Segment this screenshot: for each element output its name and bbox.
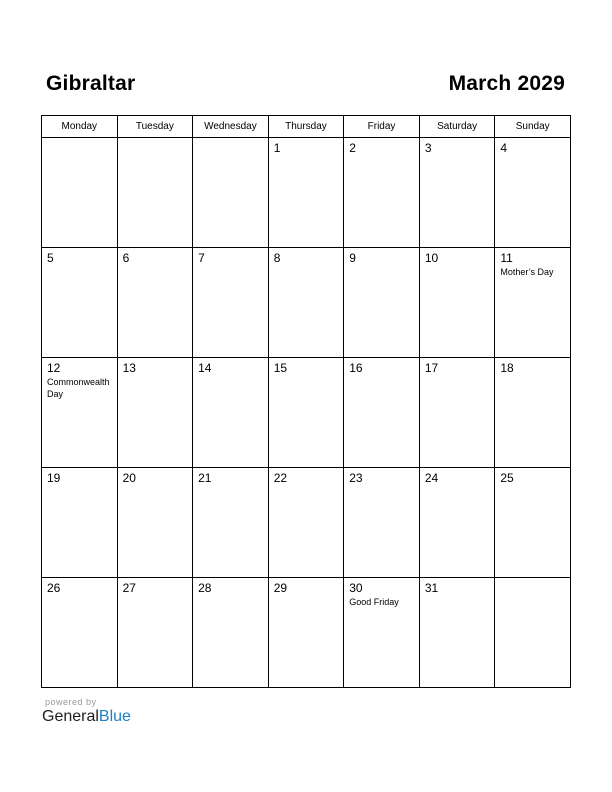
day-number: 8 <box>273 251 281 265</box>
day-number: 29 <box>273 581 288 595</box>
weekday-header: Friday <box>344 116 420 138</box>
week-row <box>42 578 571 688</box>
day-cell <box>419 138 495 248</box>
day-cell <box>193 138 269 248</box>
day-cell <box>268 248 344 358</box>
day-number: 10 <box>424 251 439 265</box>
day-number: 2 <box>349 141 356 155</box>
day-number: 13 <box>122 361 136 375</box>
day-cell <box>42 248 118 358</box>
weekday-header: Tuesday <box>117 116 193 138</box>
day-number: 17 <box>424 361 439 375</box>
day-cell <box>495 468 571 578</box>
holiday-label: Commonwealth Day <box>47 377 110 399</box>
day-cell <box>117 138 193 248</box>
weekday-header: Wednesday <box>193 116 269 138</box>
day-number: 15 <box>273 361 288 375</box>
day-cell <box>419 468 495 578</box>
day-cell <box>117 578 193 688</box>
day-number: 31 <box>424 581 439 595</box>
day-number: 19 <box>47 471 61 485</box>
day-number: 23 <box>349 471 363 485</box>
day-cell <box>495 248 571 358</box>
day-number: 18 <box>500 361 514 375</box>
week-row <box>42 138 571 248</box>
holiday-label: Mother’s Day <box>500 267 554 277</box>
day-cell <box>344 358 420 468</box>
day-cell <box>117 248 193 358</box>
day-cell <box>42 468 118 578</box>
day-number: 28 <box>198 581 212 595</box>
day-cell <box>268 468 344 578</box>
day-number: 12 <box>47 361 61 375</box>
day-cell <box>344 138 420 248</box>
day-cell <box>495 358 571 468</box>
day-number: 7 <box>198 251 205 265</box>
weekday-header: Monday <box>42 116 118 138</box>
day-cell <box>117 358 193 468</box>
day-number: 24 <box>424 471 439 485</box>
weekday-header: Saturday <box>419 116 495 138</box>
day-cell <box>419 578 495 688</box>
calendar-country-title: Gibraltar <box>46 72 136 95</box>
day-cell <box>344 468 420 578</box>
day-cell <box>495 578 571 688</box>
day-cell <box>268 358 344 468</box>
holiday-label: Good Friday <box>349 597 399 607</box>
powered-by-text: powered by <box>45 697 97 707</box>
day-cell <box>268 138 344 248</box>
day-number: 22 <box>273 471 288 485</box>
day-cell <box>419 248 495 358</box>
day-number: 9 <box>349 251 356 265</box>
day-number: 30 <box>349 581 363 595</box>
calendar-grid <box>41 115 571 688</box>
day-cell <box>42 578 118 688</box>
weekday-header-row <box>42 116 571 138</box>
day-cell <box>193 468 269 578</box>
day-number: 3 <box>424 141 432 155</box>
day-number: 4 <box>500 141 508 155</box>
day-number: 6 <box>122 251 130 265</box>
brand-blue-text: Blue <box>98 708 131 725</box>
day-cell <box>344 578 420 688</box>
calendar-month-title: March 2029 <box>448 72 565 95</box>
generalblue-logo[interactable] <box>42 708 131 726</box>
day-cell <box>42 138 118 248</box>
day-cell <box>193 358 269 468</box>
day-number: 11 <box>500 251 513 265</box>
weekday-header: Thursday <box>268 116 344 138</box>
day-number: 25 <box>500 471 514 485</box>
day-cell <box>419 358 495 468</box>
day-number: 14 <box>198 361 212 375</box>
day-cell <box>42 358 118 468</box>
day-number: 27 <box>122 581 136 595</box>
day-number: 1 <box>273 141 281 155</box>
day-number: 26 <box>47 581 61 595</box>
day-cell <box>495 138 571 248</box>
day-number: 21 <box>198 471 212 485</box>
week-row <box>42 468 571 578</box>
day-number: 5 <box>47 251 54 265</box>
day-cell <box>117 468 193 578</box>
week-row <box>42 248 571 358</box>
day-number: 16 <box>349 361 363 375</box>
day-cell <box>193 578 269 688</box>
week-row <box>42 358 571 468</box>
day-cell <box>193 248 269 358</box>
brand-general-text: General <box>42 708 99 725</box>
day-number: 20 <box>122 471 136 485</box>
weekday-header: Sunday <box>495 116 571 138</box>
day-cell <box>344 248 420 358</box>
day-cell <box>268 578 344 688</box>
